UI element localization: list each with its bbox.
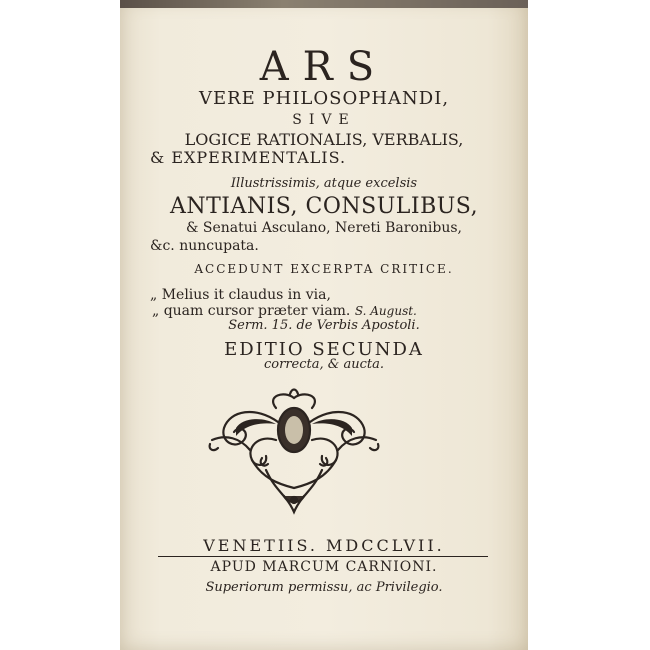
accedunt-line: ACCEDUNT EXCERPTA CRITICE. [194,262,454,276]
imprint-place-date: VENETIIS. MDCCLVII. [203,536,445,555]
quote-attribution: S. August. [354,304,417,318]
dedication-senatui: & Senatui Asculano, Nereti Baronibus, [186,220,462,236]
imprint-privilege: Superiorum permissu, ac Privilegio. [205,580,443,595]
imprint-rule [158,556,488,557]
title-experimentalis: & EXPERIMENTALIS. [150,148,347,167]
title-sive: SIVE [292,112,356,128]
edition-statement: EDITIO SECUNDA [224,339,424,360]
baroque-cartouche-icon [206,388,382,518]
sermon-reference: Serm. 15. de Verbis Apostoli. [228,318,420,333]
title-ars: ARS [259,44,389,90]
dedication-antianis: ANTIANIS, CONSULIBUS, [169,194,479,219]
quote-line-2 [152,303,492,319]
dedication-illustrissimis: Illustrissimis, atque excelsis [230,176,418,191]
imprint-printer: APUD MARCUM CARNIONI. [210,559,438,575]
edition-note: correcta, & aucta. [264,357,384,372]
dedication-nuncupata: &c. nuncupata. [150,238,259,254]
title-logice: LOGICE RATIONALIS, VERBALIS, [184,130,464,149]
book-edge [120,0,528,8]
quote-line-1: „ Melius it claudus in via, [150,287,331,303]
title-vere-philosophandi: VERE PHILOSOPHANDI, [198,88,450,109]
quote-line-2-text: „ quam cursor præter viam. [152,303,351,319]
